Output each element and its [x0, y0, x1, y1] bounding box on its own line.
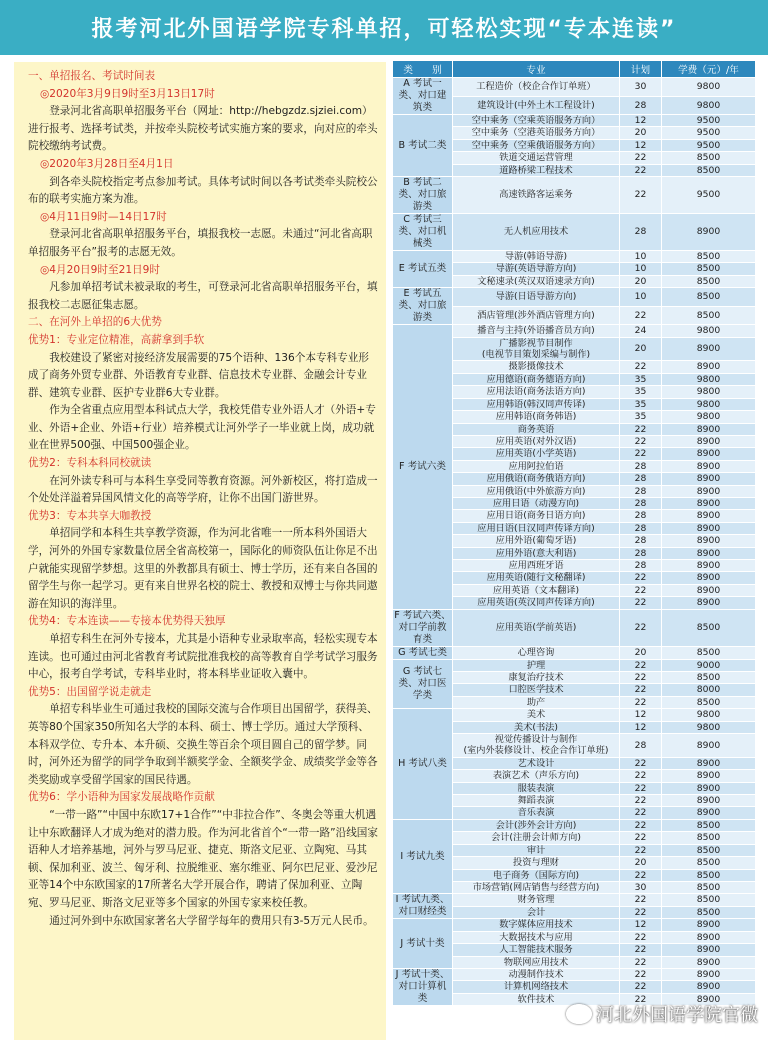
- category-cell: G 考试七类、对口医学类: [393, 659, 453, 709]
- major-cell: 口腔医学技术: [453, 684, 620, 696]
- plan-cell: 12: [620, 115, 662, 127]
- plan-cell: 20: [620, 857, 662, 869]
- tuition-cell: 8500: [662, 672, 756, 684]
- tuition-cell: 8500: [662, 288, 756, 307]
- major-cell: 表演艺术（声乐方向): [453, 770, 620, 782]
- major-cell: 会计: [453, 906, 620, 919]
- tuition-cell: 8900: [662, 572, 756, 584]
- plan-cell: 12: [620, 139, 662, 151]
- plan-cell: 10: [620, 288, 662, 307]
- tuition-cell: 8900: [662, 559, 756, 571]
- major-cell: 工程造价（校企合作订单班）: [453, 78, 620, 97]
- major-cell: 市场营销(网店销售与经营方向): [453, 881, 620, 893]
- header-tuition: 学费（元）/年: [662, 61, 756, 78]
- plan-cell: 22: [620, 659, 662, 671]
- plan-cell: 22: [620, 795, 662, 807]
- major-cell: 视觉传播设计与制作 (室内外装修设计、校企合作订单班): [453, 734, 620, 758]
- major-cell: 物联网应用技术: [453, 956, 620, 968]
- tuition-cell: 8900: [662, 497, 756, 509]
- majors-table-panel: [392, 60, 755, 1040]
- major-cell: 应用俄语(商务俄语方向): [453, 473, 620, 485]
- plan-cell: 35: [620, 398, 662, 410]
- plan-cell: 22: [620, 361, 662, 373]
- table-row: [393, 609, 756, 646]
- date-line-4: ◎4月20日9时至21日9时: [40, 263, 160, 276]
- plan-cell: 22: [620, 423, 662, 435]
- tuition-cell: 9800: [662, 386, 756, 398]
- tuition-cell: 8900: [662, 485, 756, 497]
- category-cell: B 考试二类: [393, 115, 453, 177]
- table-row: [393, 115, 756, 127]
- tuition-cell: 8900: [662, 584, 756, 596]
- plan-cell: 22: [620, 306, 662, 325]
- major-cell: 会计(注册会计师方向): [453, 832, 620, 844]
- tuition-cell: 8500: [662, 894, 756, 907]
- plan-cell: 20: [620, 646, 662, 659]
- major-cell: 应用西班牙语: [453, 559, 620, 571]
- major-cell: 应用英语(英汉同声传译方向): [453, 597, 620, 609]
- plan-cell: 12: [620, 721, 662, 733]
- tuition-cell: 8900: [662, 931, 756, 943]
- tuition-cell: 8900: [662, 782, 756, 794]
- tuition-cell: 8500: [662, 869, 756, 881]
- paragraph-1: 登录河北省高职单招服务平台（网址：http://hebgzdz.sjziei.com）进行报考、选择考试类，并按牵头院校考试实施方案的要求，向对应的牵头院校缴纳考试费。: [28, 105, 378, 153]
- major-cell: 应用外语(葡萄牙语): [453, 535, 620, 547]
- paragraph-4: 凡参加单招考试未被录取的考生，可登录河北省高职单招服务平台，填报我校二志愿征集志愿。: [28, 281, 378, 311]
- plan-cell: 28: [620, 473, 662, 485]
- advantage-2-title: 优势2：专科本科同校就读: [28, 457, 152, 470]
- major-cell: 建筑设计(中外土木工程设计): [453, 96, 620, 115]
- plan-cell: 22: [620, 906, 662, 919]
- tuition-cell: 9800: [662, 411, 756, 423]
- tuition-cell: 9500: [662, 115, 756, 127]
- major-cell: 动漫制作技术: [453, 968, 620, 980]
- date-line-1: ◎2020年3月9日9时至3月13日17时: [40, 87, 215, 100]
- plan-cell: 22: [620, 931, 662, 943]
- admission-info-panel: [14, 62, 386, 1040]
- tuition-cell: 8500: [662, 263, 756, 275]
- plan-cell: 10: [620, 263, 662, 275]
- major-cell: 商务英语: [453, 423, 620, 435]
- tuition-cell: 8500: [662, 906, 756, 919]
- tuition-cell: 9800: [662, 78, 756, 97]
- advantage-3-paragraph: 单招同学和本科生共享教学资源，作为河北省唯一一所本科外国语大学，河外的外国专家数量位居全省高校第一，国际化的师资队伍让你足不出户就能实现留学梦想。这里的外教都具有硕士、博士学历，还有来自各国的留学生与你一起学习。更有来自世界名校的院士、教授和双博士与你共同遨游在知识的海洋里。: [28, 527, 378, 610]
- table-row: [393, 894, 756, 907]
- plan-cell: 28: [620, 535, 662, 547]
- major-cell: 软件技术: [453, 993, 620, 1005]
- plan-cell: 30: [620, 78, 662, 97]
- major-cell: 美术: [453, 709, 620, 721]
- plan-cell: 22: [620, 968, 662, 980]
- major-cell: 应用法语(商务法语方向): [453, 386, 620, 398]
- plan-cell: 22: [620, 981, 662, 993]
- advantage-4-paragraph: 单招专科生在河外专接本，尤其是小语种专业录取率高，轻松实现专本连读。也可通过由河北省教育考试院批准我校的高等教育自学考试学习服务中心，报考自学考试，专科毕业时，将本科毕业证收入囊中。: [28, 633, 378, 681]
- major-cell: 电子商务（国际方向): [453, 869, 620, 881]
- major-cell: 酒店管理(涉外酒店管理方向): [453, 306, 620, 325]
- plan-cell: 28: [620, 497, 662, 509]
- paragraph-2: 到各牵头院校指定考点参加考试。具体考试时间以各考试类牵头院校公布的联考实施方案为准。: [28, 175, 378, 206]
- major-cell: 无人机应用技术: [453, 214, 620, 251]
- plan-cell: 28: [620, 734, 662, 758]
- paragraph-3: 登录河北省高职单招服务平台，填报我校一志愿。未通过“河北省高职单招服务平台”报考的志愿无效。: [28, 228, 373, 258]
- major-cell: 应用英语(学前英语): [453, 609, 620, 646]
- major-cell: 服装表演: [453, 782, 620, 794]
- tuition-cell: 8000: [662, 684, 756, 696]
- advantage-1-paragraph-2: 作为全省重点应用型本科试点大学，我校凭借专业外语人才（外语+专业、外语+企业、外语+行业）培养模式让河外学子一毕业就上岗，成功就业在世界500强、中国500强企业。: [28, 404, 376, 452]
- major-cell: 空中乘务（空乘俄语服务方向）: [453, 139, 620, 151]
- tuition-cell: 9500: [662, 177, 756, 214]
- section-title-advantages: 二、在河外上单招的6大优势: [28, 316, 162, 329]
- major-cell: 应用德语(商务德语方向): [453, 373, 620, 385]
- category-cell: E 考试五类: [393, 251, 453, 288]
- tuition-cell: 8900: [662, 981, 756, 993]
- plan-cell: 24: [620, 325, 662, 337]
- plan-cell: 35: [620, 373, 662, 385]
- tuition-cell: 8900: [662, 448, 756, 460]
- advantage-3-title: 优势3：专本共享大咖教授: [28, 509, 152, 522]
- plan-cell: 28: [620, 510, 662, 522]
- tuition-cell: 9800: [662, 373, 756, 385]
- table-body: [393, 78, 756, 1006]
- tuition-cell: 8900: [662, 734, 756, 758]
- tuition-cell: 8500: [662, 819, 756, 831]
- table-row: [393, 78, 756, 97]
- tuition-cell: 9500: [662, 139, 756, 151]
- advantage-2-paragraph: 在河外读专科可与本科生享受同等教育资源。河外新校区，将打造成一个处处洋溢着异国风情文化的高等学府，让你不出国门游世界。: [28, 474, 378, 505]
- tuition-cell: 8500: [662, 251, 756, 263]
- category-cell: G 考试七类: [393, 646, 453, 659]
- category-cell: J 考试十类: [393, 919, 453, 969]
- tuition-cell: 8500: [662, 306, 756, 325]
- advantage-5-paragraph: 单招专科毕业生可通过我校的国际交流与合作项目出国留学，获得美、英等80个国家350所知名大学的本科、硕士、博士学历。通过大学预科、本科双学位、专升本、本升硕、交换生等百余个项目圆自己的留学梦。同时，河外还为留学的同学争取到半额奖学金、全额奖学金、成绩奖学金等各类奖励或享受留学国家的国民待遇。: [28, 703, 378, 786]
- major-cell: 应用英语(小学英语): [453, 448, 620, 460]
- major-cell: 心理咨询: [453, 646, 620, 659]
- tuition-cell: 8500: [662, 832, 756, 844]
- table-row: [393, 325, 756, 337]
- tuition-cell: 9500: [662, 127, 756, 139]
- category-cell: F 考试六类: [393, 325, 453, 609]
- tuition-cell: 8900: [662, 993, 756, 1005]
- tuition-cell: 8900: [662, 435, 756, 447]
- major-cell: 数字媒体应用技术: [453, 919, 620, 931]
- wechat-icon: [566, 1004, 592, 1024]
- tuition-cell: 8900: [662, 535, 756, 547]
- major-cell: 摄影摄像技术: [453, 361, 620, 373]
- table-row: [393, 968, 756, 980]
- tuition-cell: 8900: [662, 510, 756, 522]
- table-row: [393, 919, 756, 931]
- tuition-cell: 9800: [662, 709, 756, 721]
- plan-cell: 22: [620, 993, 662, 1005]
- category-cell: A 考试一类、对口建筑类: [393, 78, 453, 115]
- tuition-cell: 8500: [662, 164, 756, 176]
- table-header-row: [393, 61, 756, 78]
- plan-cell: 22: [620, 844, 662, 856]
- tuition-cell: 8500: [662, 696, 756, 708]
- advantage-6-paragraph-1: “一带一路”“中国中东欧17+1合作”“中非拉合作”、冬奥会等重大机遇让中东欧翻译人才成为绝对的潜力股。作为河北省首个“一带一路”沿线国家语种人才培养基地，河外与罗马尼亚、捷克、斯洛文尼亚、立陶宛、马其顿、保加利亚、波兰、匈牙利、拉脱维亚、塞尔维亚、阿尔巴尼亚、爱沙尼亚等14个中东欧国家的17所著名大学开展合作，聘请了保加利亚、立陶宛、罗马尼亚、斯洛文尼亚等多个国家的外国专家来校任教。: [28, 808, 378, 909]
- date-line-3: ◎4月11日9时—14日17时: [40, 210, 167, 223]
- plan-cell: 22: [620, 819, 662, 831]
- header-category: 类 别: [393, 61, 453, 78]
- major-cell: 音乐表演: [453, 807, 620, 819]
- tuition-cell: 9800: [662, 96, 756, 115]
- major-cell: 应用外语(意大利语): [453, 547, 620, 559]
- category-cell: C 考试三类、对口机械类: [393, 214, 453, 251]
- plan-cell: 22: [620, 435, 662, 447]
- major-cell: 投资与理财: [453, 857, 620, 869]
- plan-cell: 22: [620, 807, 662, 819]
- plan-cell: 22: [620, 448, 662, 460]
- tuition-cell: 8500: [662, 844, 756, 856]
- table-row: [393, 709, 756, 721]
- plan-cell: 22: [620, 572, 662, 584]
- plan-cell: 35: [620, 411, 662, 423]
- table-row: [393, 177, 756, 214]
- date-line-2: ◎2020年3月28日至4月1日: [40, 157, 174, 170]
- plan-cell: 12: [620, 709, 662, 721]
- plan-cell: 22: [620, 832, 662, 844]
- page-title: 报考河北外国语学院专科单招，可轻松实现“专本连读”: [0, 0, 768, 55]
- tuition-cell: 8500: [662, 152, 756, 164]
- tuition-cell: 8900: [662, 214, 756, 251]
- plan-cell: 22: [620, 672, 662, 684]
- major-cell: 播音与主持(外语播音员方向): [453, 325, 620, 337]
- tuition-cell: 8900: [662, 944, 756, 956]
- major-cell: 导游(英语导游方向): [453, 263, 620, 275]
- advantage-6-title: 优势6：学小语种为国家发展战略作贡献: [28, 791, 215, 804]
- plan-cell: 22: [620, 869, 662, 881]
- tuition-cell: 8900: [662, 968, 756, 980]
- tuition-cell: 8900: [662, 807, 756, 819]
- plan-cell: 20: [620, 337, 662, 361]
- major-cell: 空中乘务（空乘英语服务方向）: [453, 115, 620, 127]
- major-cell: 舞蹈表演: [453, 795, 620, 807]
- major-cell: 铁道交通运营管理: [453, 152, 620, 164]
- plan-cell: 22: [620, 944, 662, 956]
- major-cell: 文秘速录(英汉双语速录方向): [453, 275, 620, 287]
- plan-cell: 35: [620, 386, 662, 398]
- plan-cell: 22: [620, 956, 662, 968]
- major-cell: 护理: [453, 659, 620, 671]
- advantage-5-title: 优势5：出国留学说走就走: [28, 685, 152, 698]
- watermark: [566, 1001, 758, 1027]
- tuition-cell: 8900: [662, 473, 756, 485]
- tuition-cell: 8500: [662, 881, 756, 893]
- header-major: 专业: [453, 61, 620, 78]
- major-cell: 应用英语(随行文秘翻译): [453, 572, 620, 584]
- major-cell: 应用英语（文本翻译): [453, 584, 620, 596]
- plan-cell: 22: [620, 609, 662, 646]
- watermark-text: 河北外国语学院官微: [596, 1005, 758, 1026]
- plan-cell: 12: [620, 919, 662, 931]
- plan-cell: 22: [620, 584, 662, 596]
- plan-cell: 28: [620, 460, 662, 472]
- category-cell: B 考试二类、对口旅游类: [393, 177, 453, 214]
- advantage-1-title: 优势1：专业定位精准，高薪拿到手软: [28, 333, 205, 346]
- category-cell: I 考试九类、对口财经类: [393, 894, 453, 919]
- tuition-cell: 8900: [662, 795, 756, 807]
- plan-cell: 20: [620, 127, 662, 139]
- major-cell: 应用韩语(韩汉同声传译): [453, 398, 620, 410]
- tuition-cell: 9800: [662, 721, 756, 733]
- major-cell: 大数据技术与应用: [453, 931, 620, 943]
- tuition-cell: 8900: [662, 547, 756, 559]
- tuition-cell: 8500: [662, 609, 756, 646]
- tuition-cell: 8900: [662, 956, 756, 968]
- category-cell: F 考试六类、对口学前教育类: [394, 609, 451, 645]
- tuition-cell: 9800: [662, 325, 756, 337]
- tuition-cell: 8900: [662, 522, 756, 534]
- plan-cell: 22: [620, 597, 662, 609]
- advantage-4-title: 优势4：专本连读——专接本优势得天独厚: [28, 615, 226, 628]
- tuition-cell: 8900: [662, 460, 756, 472]
- header-plan: 计划: [620, 61, 662, 78]
- major-cell: 应用日语(日汉同声传译方向): [453, 522, 620, 534]
- plan-cell: 22: [620, 696, 662, 708]
- tuition-cell: 8500: [662, 275, 756, 287]
- major-cell: 应用韩语(商务韩语): [453, 411, 620, 423]
- category-cell: H 考试八类: [393, 709, 453, 820]
- major-cell: 美术(书法): [453, 721, 620, 733]
- major-cell: 应用阿拉伯语: [453, 460, 620, 472]
- major-cell: 应用日语（动漫方向): [453, 497, 620, 509]
- table-row: [393, 214, 756, 251]
- major-cell: 人工智能技术服务: [453, 944, 620, 956]
- table-row: [393, 288, 756, 307]
- advantage-1-paragraph-1: 我校建设了紧密对接经济发展需要的75个语种、136个本专科专业形成了商务外贸专业群、外语教育专业群、信息技术专业群、金融会计专业群、建筑专业群、医护专业群6大专业群。: [28, 351, 369, 399]
- major-cell: 会计(涉外会计方向): [453, 819, 620, 831]
- plan-cell: 20: [620, 275, 662, 287]
- tuition-cell: 8900: [662, 597, 756, 609]
- plan-cell: 28: [620, 522, 662, 534]
- major-cell: 应用英语(对外汉语): [453, 435, 620, 447]
- plan-cell: 22: [620, 177, 662, 214]
- major-cell: 计算机网络技术: [453, 981, 620, 993]
- tuition-cell: 9800: [662, 398, 756, 410]
- plan-cell: 30: [620, 881, 662, 893]
- major-cell: 应用俄语(中外旅游方向): [453, 485, 620, 497]
- plan-cell: 28: [620, 559, 662, 571]
- major-cell: 助产: [453, 696, 620, 708]
- major-cell: 高速铁路客运乘务: [453, 177, 620, 214]
- table-row: [393, 251, 756, 263]
- major-cell: 艺术设计: [453, 757, 620, 769]
- category-cell: I 考试九类: [393, 819, 453, 893]
- tuition-cell: 8900: [662, 361, 756, 373]
- table-row: [393, 646, 756, 659]
- plan-cell: 22: [620, 164, 662, 176]
- advantage-6-paragraph-2: 通过河外到中东欧国家著名大学留学每年的费用只有3-5万元人民币。: [49, 914, 374, 927]
- major-cell: 财务管理: [453, 894, 620, 907]
- major-cell: 空中乘务（空港英语服务方向）: [453, 127, 620, 139]
- plan-cell: 28: [620, 485, 662, 497]
- tuition-cell: 8900: [662, 770, 756, 782]
- plan-cell: 22: [620, 782, 662, 794]
- plan-cell: 28: [620, 547, 662, 559]
- table-row: [393, 659, 756, 671]
- tuition-cell: 8900: [662, 337, 756, 361]
- tuition-cell: 8500: [662, 646, 756, 659]
- tuition-cell: 8900: [662, 919, 756, 931]
- major-cell: 广播影视节目制作 (电视节目策划采编与制作): [453, 337, 620, 361]
- major-cell: 导游(韩语导游): [453, 251, 620, 263]
- plan-cell: 22: [620, 757, 662, 769]
- plan-cell: 28: [620, 96, 662, 115]
- tuition-cell: 8900: [662, 423, 756, 435]
- section-title-schedule: 一、单招报名、考试时间表: [28, 70, 156, 82]
- category-cell: E 考试五类、对口旅游类: [393, 288, 453, 325]
- plan-cell: 22: [620, 894, 662, 907]
- tuition-cell: 8900: [662, 757, 756, 769]
- plan-cell: 22: [620, 684, 662, 696]
- plan-cell: 22: [620, 152, 662, 164]
- tuition-cell: 9000: [662, 659, 756, 671]
- plan-cell: 28: [620, 214, 662, 251]
- majors-table: [392, 60, 756, 1006]
- major-cell: 道路桥梁工程技术: [453, 164, 620, 176]
- category-cell: J 考试十类、对口计算机类: [393, 968, 453, 1005]
- table-row: [393, 819, 756, 831]
- tuition-cell: 8500: [662, 857, 756, 869]
- major-cell: 审计: [453, 844, 620, 856]
- major-cell: 康复治疗技术: [453, 672, 620, 684]
- major-cell: 导游(日语导游方向): [453, 288, 620, 307]
- plan-cell: 22: [620, 770, 662, 782]
- plan-cell: 10: [620, 251, 662, 263]
- major-cell: 应用日语(商务日语方向): [453, 510, 620, 522]
